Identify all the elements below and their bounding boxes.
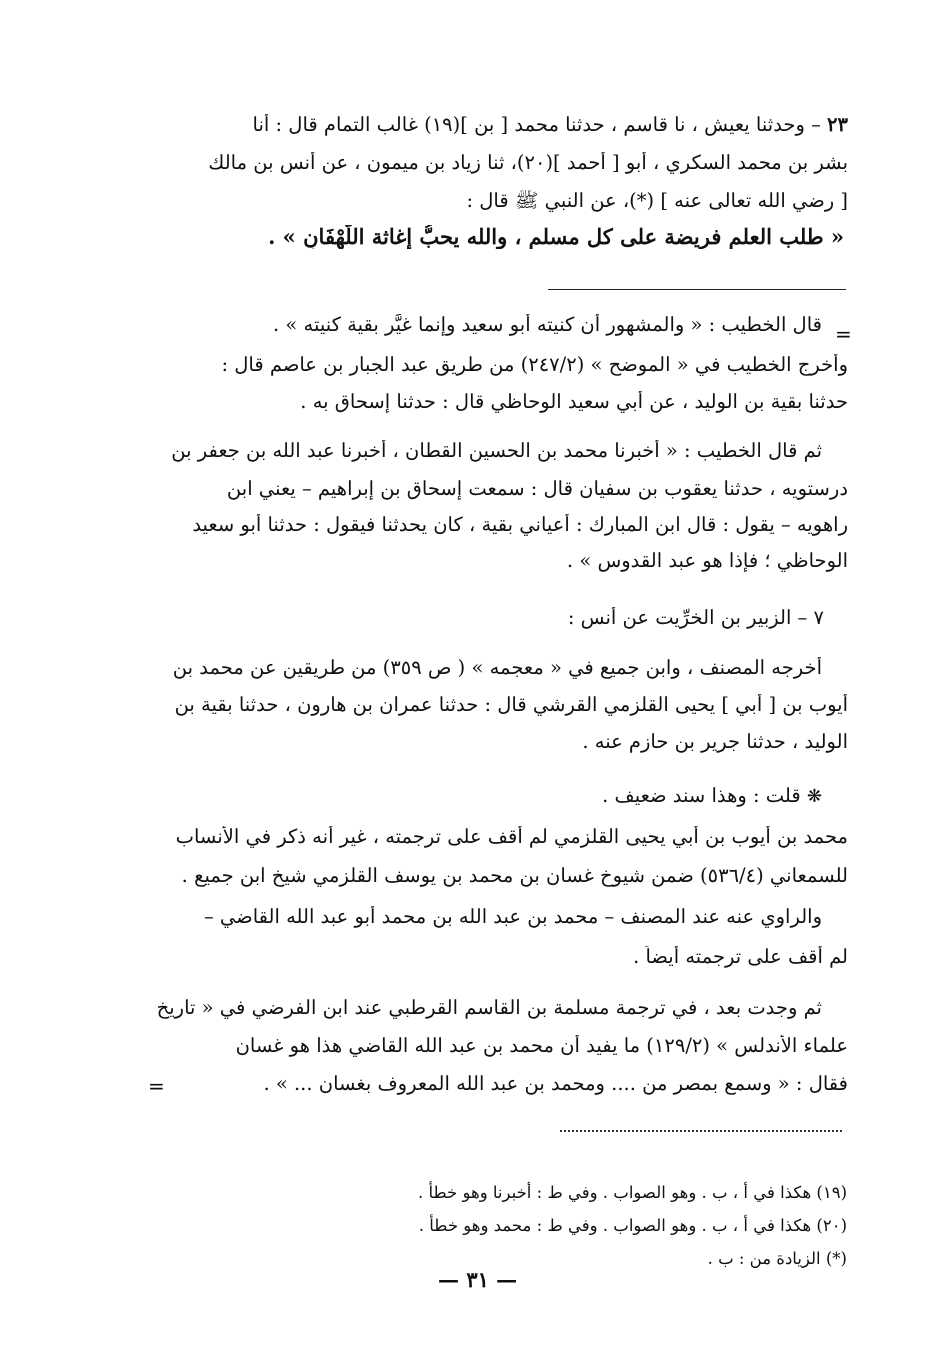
paragraph-line: قال الخطيب : « والمشهور أن كنيته أبو سعيد وإنما غيَّر بقية كنيته » . (273, 314, 822, 336)
hadith-line-3: [ رضي الله تعالى عنه ] (*)، عن النبي ﷺ قال : (466, 190, 848, 212)
paragraph-line: درستويه ، حدثنا يعقوب بن سفيان قال : سمعت إسحاق بن إبراهيم – يعني ابن (226, 478, 848, 500)
continuation-mark: = (148, 1074, 165, 1098)
commentary-block-4b (150, 694, 848, 768)
hadith-line-1: – وحدثنا يعيش ، نا قاسم ، حدثنا محمد [ بن ](١٩) غالب التمام قال : أنا (252, 114, 821, 136)
commentary-block-7 (150, 906, 822, 946)
commentary-block-7b (150, 946, 848, 986)
hadith-number: ٢٣ (827, 114, 848, 136)
continuation-mark: = (835, 322, 852, 346)
paragraph-line: راهويه – يقول : قال ابن المبارك : أعياني بقية ، كان يحدثنا فيقول : حدثنا أبو سعيد (192, 514, 848, 536)
paragraph-line: ثم قال الخطيب : « أخبرنا محمد بن الحسين القطان ، أخبرنا عبد الله بن جعفر بن (171, 440, 822, 462)
hadith-line-2: بشر بن محمد السكري ، أبو [ أحمد ](٢٠)، ثنا زياد بن ميمون ، عن أنس بن مالك (208, 152, 848, 174)
paragraph-line: الوليد ، حدثنا جرير بن حازم عنه . (582, 731, 848, 753)
commentary-block-3b (150, 478, 848, 586)
paragraph-line: والراوي عنه عند المصنف – محمد بن عبد الله بن محمد أبو عبد الله القاضي – (203, 906, 822, 928)
page-number: — ٣١ — (438, 1267, 518, 1292)
note-block (150, 785, 822, 808)
hadith-text: « طلب العلم فريضة على كل مسلم ، والله يحبُّ إغاثة اللَّهْفَانِ » . (268, 225, 844, 249)
paragraph-line: أخرجه المصنف ، وابن جميع في « معجمه » ( ص ٣٥٩) من طريقين عن محمد بن (172, 657, 822, 679)
paragraph-line: وأخرج الخطيب في « الموضح » (٢٤٧/٢) من طريق عبد الجبار بن عاصم قال : (221, 354, 848, 376)
paragraph-line: الوحاظي ؛ فإذا هو عبد القدوس » . (566, 550, 848, 572)
commentary-block-1 (150, 314, 822, 354)
footnote-19: (١٩) هكذا في أ ، ب . وهو الصواب . وفي ط : أخبرنا وهو خطأ . (417, 1183, 847, 1202)
paragraph-line: فقال : « وسمع بمصر من .... ومحمد بن عبد الله المعروف بغسان ... » . (263, 1073, 848, 1095)
paragraph-line: للسمعاني (٥٣٦/٤) ضمن شيوخ غسان بن محمد بن يوسف القلزمي شيخ ابن جميع . (181, 865, 848, 887)
note-text: قلت : وهذا سند ضعيف . (602, 785, 801, 807)
footnote-20: (٢٠) هكذا في أ ، ب . وهو الصواب . وفي ط : محمد وهو خطأ . (418, 1216, 847, 1235)
footnote-separator (560, 1126, 842, 1132)
section-heading (150, 607, 824, 629)
commentary-block-6 (150, 826, 848, 904)
commentary-block-8b (180, 1035, 848, 1111)
paragraph-line: محمد بن أيوب بن أبي يحيى القلزمي لم أقف على ترجمته ، غير أنه ذكر في الأنساب (175, 826, 848, 848)
separator-line (548, 289, 846, 290)
star-icon: ❋ (806, 786, 822, 807)
paragraph-line: أيوب بن [ أبي ] يحيى القلزمي القرشي قال : حدثنا عمران بن هارون ، حدثنا بقية بن (174, 694, 848, 716)
paragraph-line: لم أقف على ترجمته أيضاً . (633, 946, 848, 968)
commentary-block-4 (150, 657, 822, 694)
commentary-block-2 (150, 354, 848, 428)
paragraph-line: ثم وجدت بعد ، في ترجمة مسلمة بن القاسم القرطبي عند ابن الفرضي في « تاريخ (156, 997, 822, 1019)
hadith-block (160, 114, 848, 249)
heading-7: ٧ – الزبير بن الخرِّيت عن أنس : (567, 607, 824, 629)
paragraph-line: علماء الأندلس » (١٢٩/٢) ما يفيد أن محمد بن عبد الله القاضي هذا هو غسان (235, 1035, 848, 1057)
commentary-block-8 (150, 997, 822, 1035)
footnote-star: (*) الزيادة من : ب . (707, 1249, 847, 1268)
paragraph-line: حدثنا بقية بن الوليد ، عن أبي سعيد الوحاظي قال : حدثنا إسحاق به . (300, 391, 848, 413)
commentary-block-3 (150, 440, 822, 478)
